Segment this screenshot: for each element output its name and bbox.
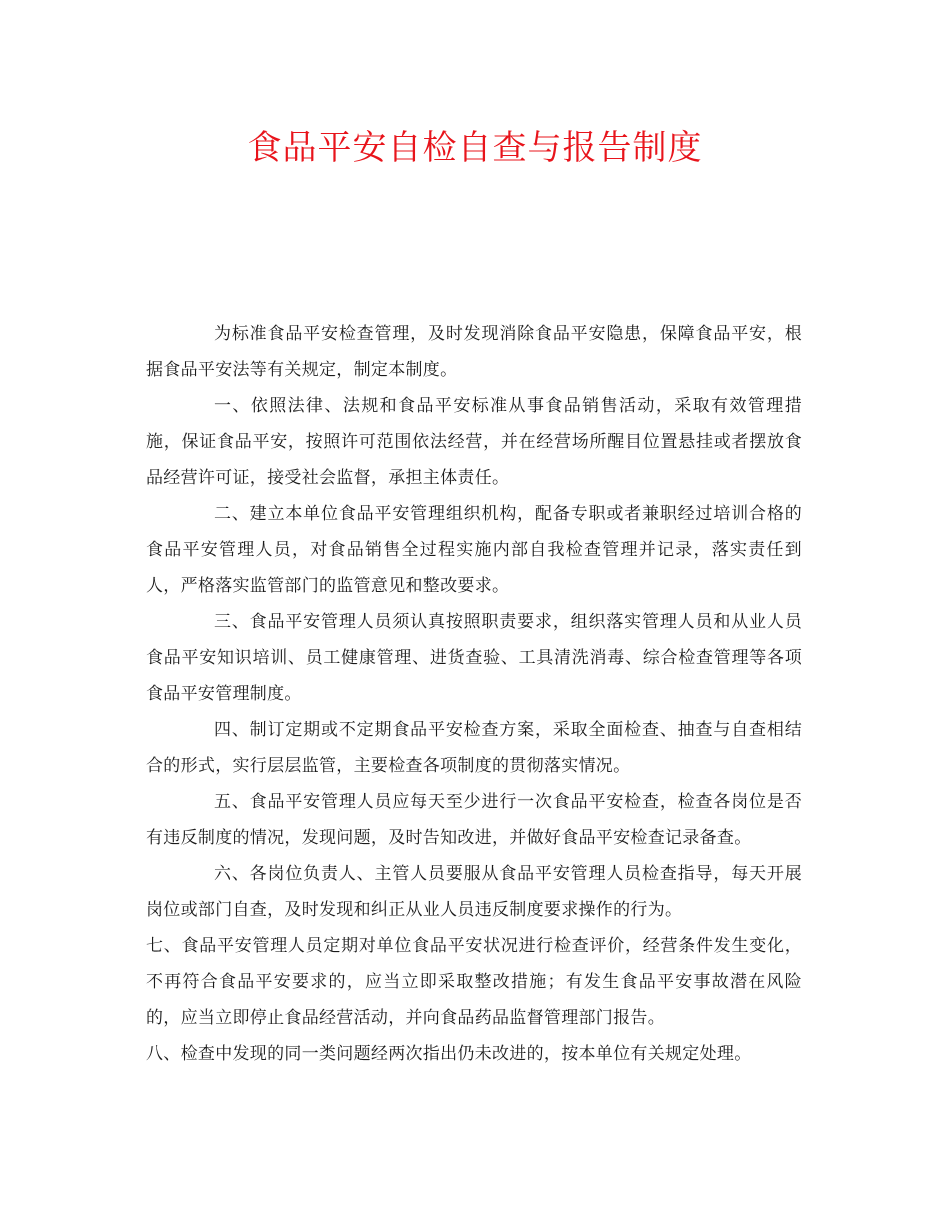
clause-3-paragraph: 三、食品平安管理人员须认真按照职责要求，组织落实管理人员和从业人员食品平安知识培训、员工健康管理、进货查验、工具清洗消毒、综合检查管理等各项食品平安管理制度。 [146,612,802,704]
clause-4-paragraph: 四、制订定期或不定期食品平安检查方案，采取全面检查、抽查与自查相结合的形式，实行层层监管，主要检查各项制度的贯彻落实情况。 [146,720,802,776]
clause-2-paragraph: 二、建立本单位食品平安管理组织机构，配备专职或者兼职经过培训合格的食品平安管理人员，对食品销售全过程实施内部自我检查管理并记录，落实责任到人，严格落实监管部门的监管意见和整改要求。 [146,504,802,596]
clause-7-paragraph: 七、食品平安管理人员定期对单位食品平安状况进行检查评价，经营条件发生变化，不再符合食品平安要求的，应当立即采取整改措施；有发生食品平安事故潜在风险的，应当立即停止食品经营活动，并向食品药品监督管理部门报告。 [146,936,802,1028]
intro-paragraph: 为标准食品平安检查管理，及时发现消除食品平安隐患，保障食品平安，根据食品平安法等有关规定，制定本制度。 [146,324,802,380]
clause-6-paragraph: 六、各岗位负责人、主管人员要服从食品平安管理人员检查指导，每天开展岗位或部门自查，及时发现和纠正从业人员违反制度要求操作的行为。 [146,864,802,920]
clause-8-paragraph: 八、检查中发现的同一类问题经两次指出仍未改进的，按本单位有关规定处理。 [146,1044,752,1064]
clause-1-paragraph: 一、依照法律、法规和食品平安标准从事食品销售活动，采取有效管理措施，保证食品平安，按照许可范围依法经营，并在经营场所醒目位置悬挂或者摆放食品经营许可证，接受社会监督，承担主体责任。 [146,396,802,488]
clause-5-paragraph: 五、食品平安管理人员应每天至少进行一次食品平安检查，检查各岗位是否有违反制度的情况，发现问题，及时告知改进，并做好食品平安检查记录备查。 [146,792,802,848]
document-body [146,316,802,1072]
document-title: 食品平安自检自查与报告制度 [247,128,703,168]
